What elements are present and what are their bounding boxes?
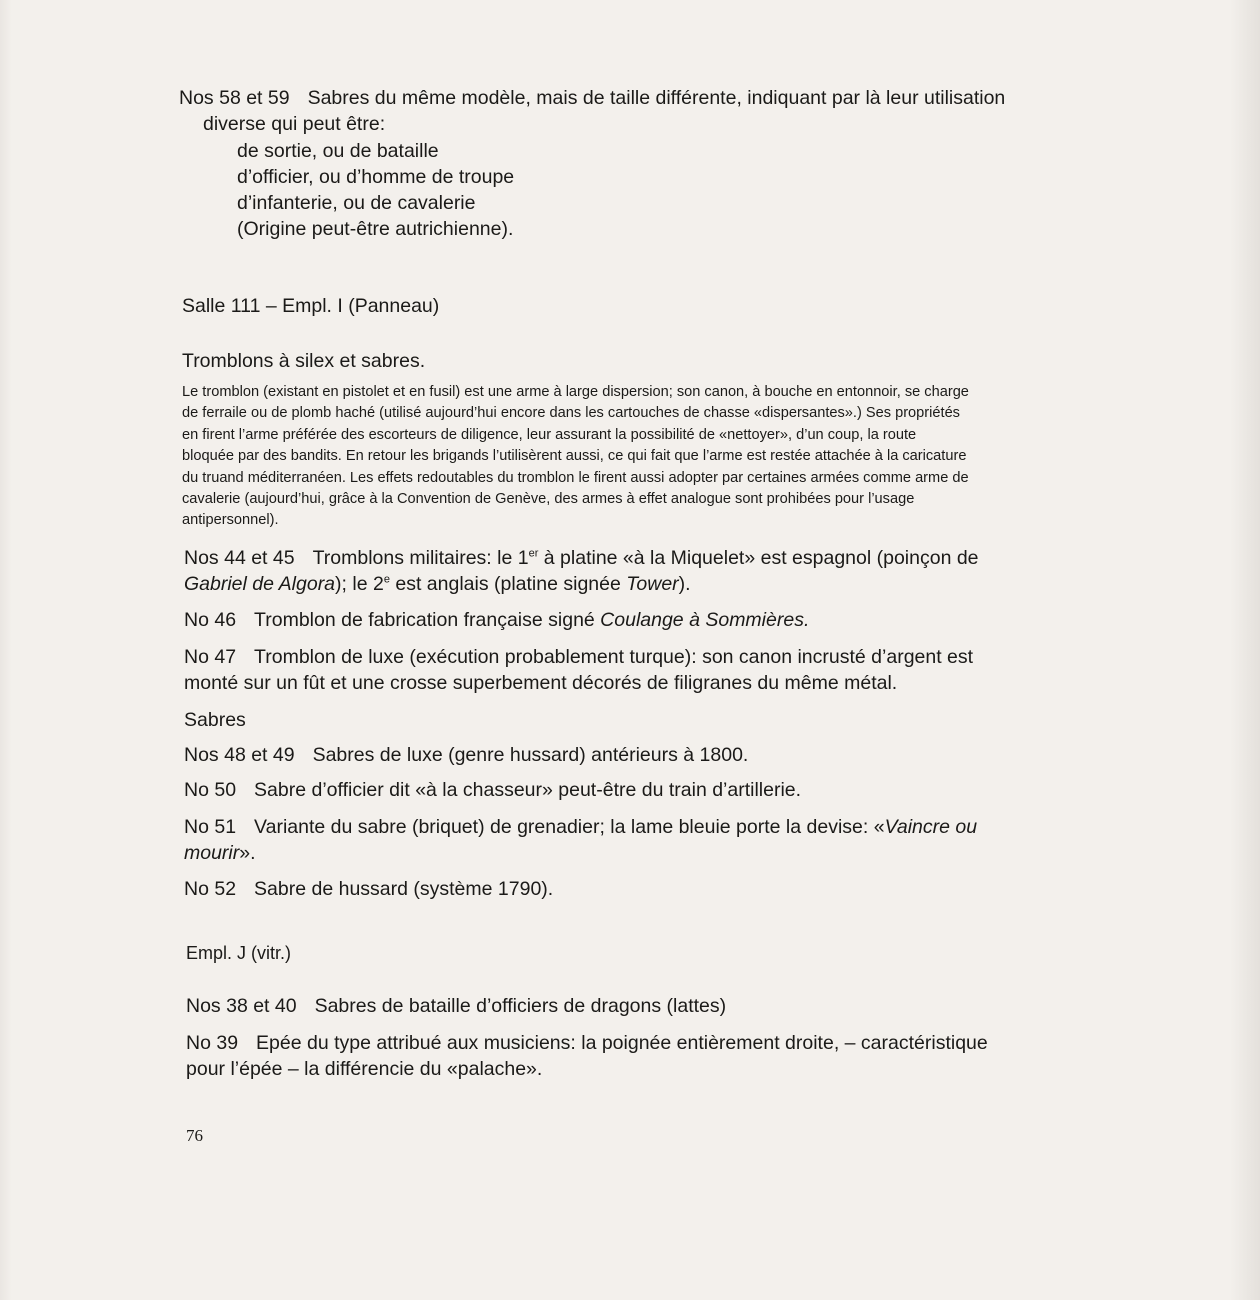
entry-51	[184, 814, 1119, 866]
note-line: Le tromblon (existant en pistolet et en fusil) est une arme à large dispersion; son canon, à bouche en entonnoir, se charge	[182, 384, 969, 400]
entry-52	[184, 876, 1119, 902]
entry-ref: Nos 58 et 59	[179, 87, 290, 109]
entry-38-40	[186, 993, 1121, 1019]
section-heading-salle-111: Salle 111 – Empl. I (Panneau)	[182, 295, 440, 317]
entry-47-line2: monté sur un fût et une crosse superbement décorés de filigranes du même métal.	[184, 672, 898, 694]
entry-50	[184, 777, 1119, 803]
entry-47-line1	[184, 644, 1119, 670]
entry-text: Sabres de bataille d’officiers de dragons (lattes)	[314, 995, 727, 1017]
entry-58-59-item: (Origine peut-être autrichienne).	[237, 218, 514, 240]
section-heading-empl-j: Empl. J (vitr.)	[186, 943, 292, 963]
entry-46	[184, 607, 1119, 633]
entry-text: Sabres de luxe (genre hussard) antérieurs à 1800.	[312, 744, 749, 766]
entry-text: ).	[678, 573, 691, 595]
entry-44-45-line2	[184, 571, 1119, 597]
entry-ref: No 51	[184, 816, 237, 838]
entry-text: Sabre de hussard (système 1790).	[254, 878, 554, 900]
entry-39-line2: pour l’épée – la différencie du «palache».	[186, 1058, 543, 1080]
note-line: de ferraile ou de plomb haché (utilisé aujourd’hui encore dans les cartouches de chasse «dispersantes».) Ses propriétés	[182, 405, 960, 422]
entry-italic: Tower	[626, 573, 679, 595]
entry-51-line1	[184, 814, 1119, 840]
entry-ref: Nos 48 et 49	[184, 744, 295, 766]
entry-italic: Gabriel de Algora	[184, 573, 336, 595]
section-heading-tromblons: Tromblons à silex et sabres.	[182, 350, 426, 372]
entry-text: Tromblon de luxe (exécution probablement turque): son canon incrusté d’argent est	[254, 646, 974, 668]
entry-text: ».	[239, 842, 256, 864]
entry-text: Sabre d’officier dit «à la chasseur» peut-être du train d’artillerie.	[254, 779, 802, 801]
entry-44-45	[184, 545, 1119, 597]
entry-ref: No 39	[186, 1032, 239, 1054]
entry-58-59-item: d’officier, ou d’homme de troupe	[237, 166, 515, 188]
page-shadow-left	[0, 0, 12, 1300]
entry-58-59-item: d’infanterie, ou de cavalerie	[237, 192, 476, 214]
entry-ref: No 52	[184, 878, 237, 900]
entry-ref: No 50	[184, 779, 237, 801]
entry-44-45-line1	[184, 545, 1119, 571]
entry-39	[186, 1030, 1121, 1082]
entry-47	[184, 644, 1119, 696]
entry-text: ); le 2	[335, 573, 384, 595]
entry-ref: No 46	[184, 609, 237, 631]
note-line: en firent l’arme préférée des escorteurs de diligence, leur assurant la possibilité de «nettoyer», d’un coup, la route	[182, 426, 917, 443]
note-line: bloquée par des bandits. En retour les brigands l’utilisèrent aussi, ce qui fait que l’arme est restée attachée à la caricature	[182, 448, 967, 465]
entry-51-line2	[184, 840, 1119, 866]
section-heading-sabres: Sabres	[184, 709, 246, 731]
entry-italic: Coulange à Sommières.	[600, 609, 810, 631]
entry-58-59	[179, 85, 1124, 242]
entry-ref: Nos 38 et 40	[186, 995, 297, 1017]
superscript: er	[528, 547, 539, 560]
entry-text: Tromblons militaires: le 1	[312, 547, 529, 569]
page-number: 76	[186, 1126, 203, 1145]
tromblon-note	[182, 382, 1112, 532]
entry-text: est anglais (platine signée	[389, 573, 627, 595]
entry-58-59-line1	[179, 85, 1124, 111]
entry-48-49	[184, 742, 1119, 768]
entry-text: Variante du sabre (briquet) de grenadier; la lame bleuie porte la devise: «	[254, 816, 885, 838]
entry-italic: Vaincre ou	[884, 816, 978, 838]
entry-39-line1	[186, 1030, 1121, 1056]
entry-text: Sabres du même modèle, mais de taille différente, indiquant par là leur utilisation	[307, 87, 1006, 109]
note-line: cavalerie (aujourd’hui, grâce à la Convention de Genève, des armes à effet analogue sont prohibées pour l’usage	[182, 491, 915, 508]
entry-italic: mourir	[184, 842, 240, 864]
entry-ref: Nos 44 et 45	[184, 547, 295, 569]
page-shadow-right	[1230, 0, 1260, 1300]
note-line: antipersonnel).	[182, 512, 279, 529]
entry-ref: No 47	[184, 646, 237, 668]
entry-text: à platine «à la Miquelet» est espagnol (poinçon de	[538, 547, 979, 569]
superscript: e	[383, 573, 390, 586]
entry-text: Tromblon de fabrication française signé	[254, 609, 601, 631]
entry-58-59-line2: diverse qui peut être:	[203, 113, 386, 135]
entry-58-59-item: de sortie, ou de bataille	[237, 140, 439, 162]
note-line: du truand méditerranéen. Les effets redoutables du tromblon le firent aussi adopter par certaines armées comme arme de	[182, 469, 969, 486]
entry-text: Epée du type attribué aux musiciens: la poignée entièrement droite, – caractéristique	[256, 1032, 988, 1054]
